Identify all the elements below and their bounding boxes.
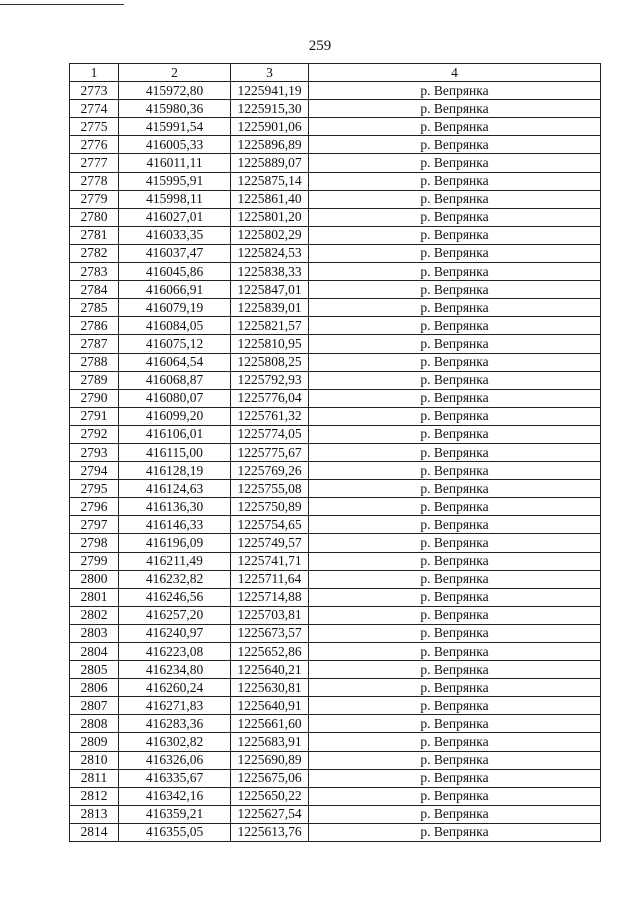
point-number: 2801 [70,588,119,606]
table-row [70,371,601,389]
coord-x: 416335,67 [119,769,231,787]
table-row [70,606,601,624]
table-row [70,552,601,570]
coord-x: 415991,54 [119,118,231,136]
table-header-row [70,64,601,82]
header-col-4: 4 [309,64,601,82]
object-name: р. Вепрянка [309,823,601,841]
object-name: р. Вепрянка [309,588,601,606]
point-number: 2802 [70,606,119,624]
table-row [70,136,601,154]
object-name: р. Вепрянка [309,154,601,172]
table-row [70,190,601,208]
point-number: 2806 [70,679,119,697]
object-name: р. Вепрянка [309,805,601,823]
coord-y: 1225711,64 [231,570,309,588]
coord-x: 416223,08 [119,643,231,661]
table-row [70,715,601,733]
point-number: 2785 [70,299,119,317]
coord-y: 1225755,08 [231,480,309,498]
page-number: 259 [308,38,332,54]
coord-y: 1225824,53 [231,244,309,262]
table-row [70,281,601,299]
coord-x: 416027,01 [119,208,231,226]
coord-x: 416146,33 [119,516,231,534]
point-number: 2811 [70,769,119,787]
header-col-2: 2 [119,64,231,82]
coord-y: 1225769,26 [231,462,309,480]
coord-y: 1225901,06 [231,118,309,136]
object-name: р. Вепрянка [309,787,601,805]
table-row [70,335,601,353]
coord-x: 416257,20 [119,606,231,624]
coord-x: 416128,19 [119,462,231,480]
point-number: 2800 [70,570,119,588]
object-name: р. Вепрянка [309,751,601,769]
coord-y: 1225640,91 [231,697,309,715]
point-number: 2792 [70,425,119,443]
table-row [70,407,601,425]
coord-x: 416124,63 [119,480,231,498]
coord-y: 1225675,06 [231,769,309,787]
object-name: р. Вепрянка [309,661,601,679]
point-number: 2781 [70,226,119,244]
coord-y: 1225775,67 [231,443,309,461]
table-row [70,516,601,534]
table-row [70,570,601,588]
coord-x: 416084,05 [119,317,231,335]
object-name: р. Вепрянка [309,263,601,281]
table-row [70,823,601,841]
object-name: р. Вепрянка [309,715,601,733]
point-number: 2790 [70,389,119,407]
table-row [70,751,601,769]
coordinates-table [69,63,601,842]
point-number: 2812 [70,787,119,805]
table-row [70,462,601,480]
coord-y: 1225683,91 [231,733,309,751]
table-row [70,118,601,136]
point-number: 2808 [70,715,119,733]
coord-y: 1225941,19 [231,82,309,100]
point-number: 2799 [70,552,119,570]
point-number: 2774 [70,100,119,118]
coord-y: 1225774,05 [231,425,309,443]
coord-y: 1225915,30 [231,100,309,118]
coord-x: 415998,11 [119,190,231,208]
coord-x: 416005,33 [119,136,231,154]
coord-y: 1225875,14 [231,172,309,190]
table-row [70,733,601,751]
coord-x: 416045,86 [119,263,231,281]
coord-x: 416080,07 [119,389,231,407]
object-name: р. Вепрянка [309,606,601,624]
object-name: р. Вепрянка [309,82,601,100]
table-row [70,82,601,100]
object-name: р. Вепрянка [309,190,601,208]
coord-y: 1225839,01 [231,299,309,317]
coord-y: 1225889,07 [231,154,309,172]
object-name: р. Вепрянка [309,281,601,299]
table-row [70,588,601,606]
table-row [70,679,601,697]
coord-y: 1225630,81 [231,679,309,697]
point-number: 2783 [70,263,119,281]
table-row [70,787,601,805]
coord-x: 416234,80 [119,661,231,679]
header-col-3: 3 [231,64,309,82]
coord-y: 1225673,57 [231,624,309,642]
coord-x: 416033,35 [119,226,231,244]
coord-x: 416211,49 [119,552,231,570]
table-row [70,480,601,498]
coord-y: 1225661,60 [231,715,309,733]
header-col-1: 1 [70,64,119,82]
table-row [70,443,601,461]
coord-x: 416271,83 [119,697,231,715]
object-name: р. Вепрянка [309,353,601,371]
object-name: р. Вепрянка [309,335,601,353]
table-row [70,697,601,715]
coord-y: 1225861,40 [231,190,309,208]
object-name: р. Вепрянка [309,462,601,480]
object-name: р. Вепрянка [309,534,601,552]
coord-x: 416079,19 [119,299,231,317]
point-number: 2773 [70,82,119,100]
table-row [70,353,601,371]
coord-x: 416359,21 [119,805,231,823]
point-number: 2794 [70,462,119,480]
point-number: 2793 [70,443,119,461]
coord-x: 416115,00 [119,443,231,461]
table-body [70,82,601,842]
coord-x: 416326,06 [119,751,231,769]
table-row [70,534,601,552]
object-name: р. Вепрянка [309,697,601,715]
object-name: р. Вепрянка [309,136,601,154]
coord-x: 416260,24 [119,679,231,697]
object-name: р. Вепрянка [309,244,601,262]
object-name: р. Вепрянка [309,371,601,389]
table-row [70,154,601,172]
coord-x: 416283,36 [119,715,231,733]
coord-y: 1225750,89 [231,498,309,516]
table-row [70,643,601,661]
top-rule [0,4,124,5]
coord-x: 416064,54 [119,353,231,371]
coord-x: 416246,56 [119,588,231,606]
table-row [70,624,601,642]
point-number: 2809 [70,733,119,751]
point-number: 2803 [70,624,119,642]
coord-x: 416232,82 [119,570,231,588]
point-number: 2777 [70,154,119,172]
point-number: 2779 [70,190,119,208]
point-number: 2787 [70,335,119,353]
coord-x: 416106,01 [119,425,231,443]
point-number: 2786 [70,317,119,335]
coord-x: 415980,36 [119,100,231,118]
object-name: р. Вепрянка [309,498,601,516]
table-row [70,389,601,407]
point-number: 2776 [70,136,119,154]
table-row [70,100,601,118]
point-number: 2796 [70,498,119,516]
coord-y: 1225749,57 [231,534,309,552]
coord-y: 1225802,29 [231,226,309,244]
table-row [70,425,601,443]
coord-y: 1225821,57 [231,317,309,335]
coord-y: 1225754,65 [231,516,309,534]
point-number: 2807 [70,697,119,715]
coord-x: 416240,97 [119,624,231,642]
point-number: 2775 [70,118,119,136]
point-number: 2780 [70,208,119,226]
table-row [70,299,601,317]
point-number: 2805 [70,661,119,679]
coord-y: 1225690,89 [231,751,309,769]
point-number: 2813 [70,805,119,823]
coord-y: 1225650,22 [231,787,309,805]
table-row [70,769,601,787]
table-row [70,805,601,823]
point-number: 2791 [70,407,119,425]
object-name: р. Вепрянка [309,389,601,407]
object-name: р. Вепрянка [309,208,601,226]
table-row [70,263,601,281]
object-name: р. Вепрянка [309,443,601,461]
coord-y: 1225810,95 [231,335,309,353]
table-row [70,244,601,262]
coord-x: 416302,82 [119,733,231,751]
coord-x: 416037,47 [119,244,231,262]
object-name: р. Вепрянка [309,172,601,190]
point-number: 2789 [70,371,119,389]
coord-y: 1225801,20 [231,208,309,226]
object-name: р. Вепрянка [309,100,601,118]
coord-y: 1225652,86 [231,643,309,661]
object-name: р. Вепрянка [309,679,601,697]
table-row [70,226,601,244]
coord-y: 1225896,89 [231,136,309,154]
coord-y: 1225741,71 [231,552,309,570]
object-name: р. Вепрянка [309,480,601,498]
coord-x: 416099,20 [119,407,231,425]
point-number: 2784 [70,281,119,299]
point-number: 2798 [70,534,119,552]
table-row [70,661,601,679]
coord-x: 416066,91 [119,281,231,299]
point-number: 2795 [70,480,119,498]
coord-x: 415972,80 [119,82,231,100]
coord-x: 416342,16 [119,787,231,805]
point-number: 2782 [70,244,119,262]
coord-y: 1225761,32 [231,407,309,425]
object-name: р. Вепрянка [309,299,601,317]
object-name: р. Вепрянка [309,516,601,534]
object-name: р. Вепрянка [309,733,601,751]
coord-x: 415995,91 [119,172,231,190]
table-row [70,172,601,190]
coord-y: 1225808,25 [231,353,309,371]
coord-y: 1225838,33 [231,263,309,281]
object-name: р. Вепрянка [309,552,601,570]
point-number: 2804 [70,643,119,661]
coord-y: 1225714,88 [231,588,309,606]
object-name: р. Вепрянка [309,624,601,642]
coord-x: 416355,05 [119,823,231,841]
point-number: 2797 [70,516,119,534]
table-row [70,317,601,335]
coord-x: 416068,87 [119,371,231,389]
object-name: р. Вепрянка [309,769,601,787]
coord-y: 1225703,81 [231,606,309,624]
coord-y: 1225613,76 [231,823,309,841]
point-number: 2788 [70,353,119,371]
object-name: р. Вепрянка [309,317,601,335]
coord-y: 1225792,93 [231,371,309,389]
coord-x: 416011,11 [119,154,231,172]
point-number: 2810 [70,751,119,769]
object-name: р. Вепрянка [309,643,601,661]
object-name: р. Вепрянка [309,425,601,443]
point-number: 2778 [70,172,119,190]
coord-x: 416136,30 [119,498,231,516]
table-row [70,208,601,226]
coord-y: 1225776,04 [231,389,309,407]
object-name: р. Вепрянка [309,118,601,136]
object-name: р. Вепрянка [309,570,601,588]
coord-x: 416196,09 [119,534,231,552]
object-name: р. Вепрянка [309,407,601,425]
coord-y: 1225627,54 [231,805,309,823]
object-name: р. Вепрянка [309,226,601,244]
coord-y: 1225640,21 [231,661,309,679]
table-row [70,498,601,516]
point-number: 2814 [70,823,119,841]
coord-x: 416075,12 [119,335,231,353]
coord-y: 1225847,01 [231,281,309,299]
